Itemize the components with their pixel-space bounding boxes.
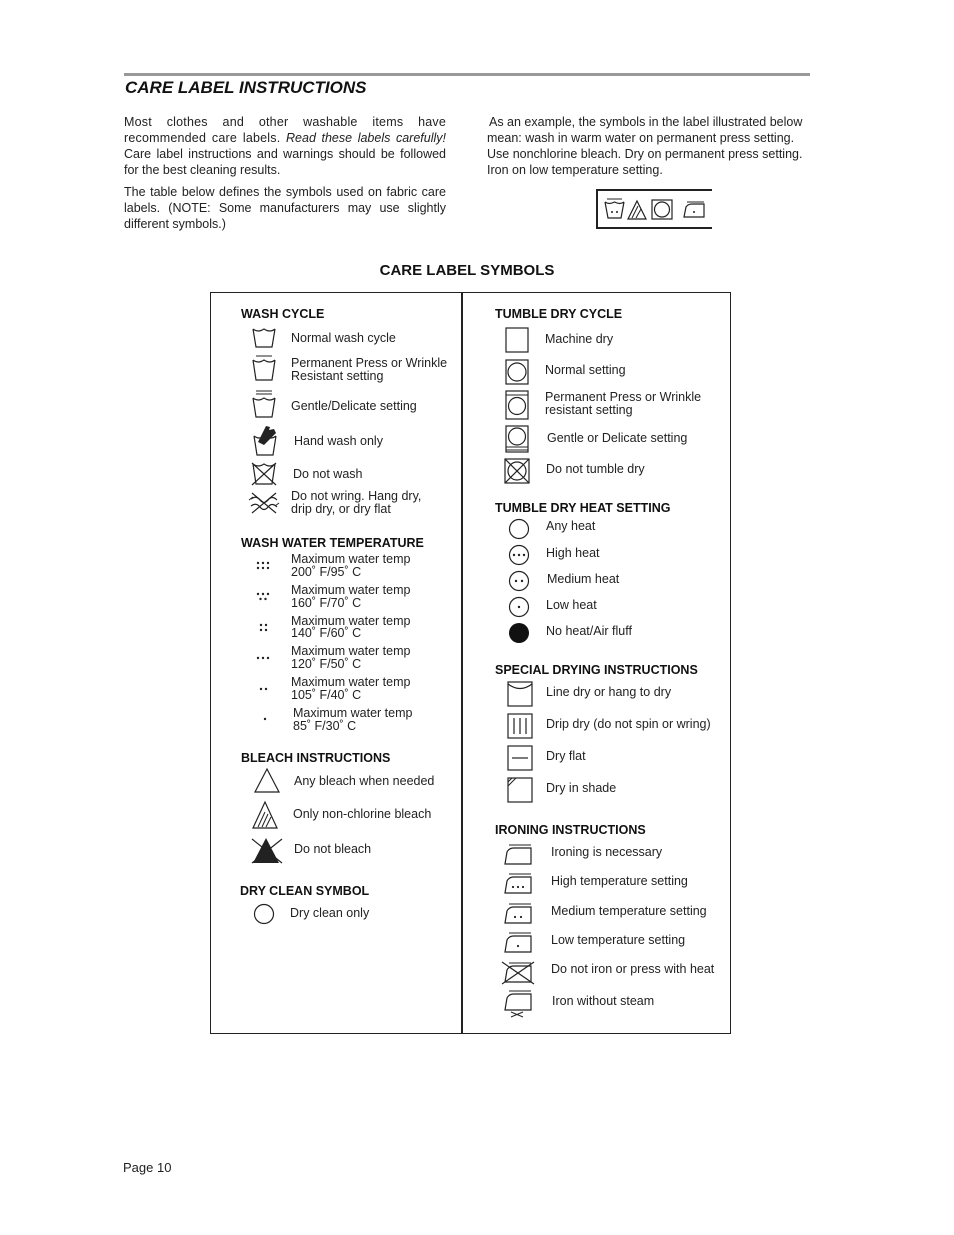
high-heat-icon bbox=[508, 544, 530, 566]
square-circle-gentle-icon bbox=[505, 425, 529, 453]
wash-item-label: Do not wash bbox=[293, 467, 363, 481]
low-heat-icon bbox=[508, 596, 530, 618]
dry-in-shade-icon bbox=[507, 777, 533, 803]
intro-paragraph-2: The table below defines the symbols used on fabric care labels. (NOTE: Some manufacturers may use slightly different symbols.) bbox=[124, 185, 446, 231]
special-label: Dry flat bbox=[546, 749, 586, 763]
temp-line-1: Maximum water temp bbox=[291, 644, 411, 658]
two-dots-icon bbox=[258, 686, 270, 692]
medium-heat-icon bbox=[508, 570, 530, 592]
dry-flat-icon bbox=[507, 745, 533, 771]
five-dots-icon bbox=[256, 592, 272, 602]
heat-label: No heat/Air fluff bbox=[546, 624, 632, 638]
temp-line-2: 105˚ F/40˚ C bbox=[291, 688, 362, 702]
do-not-tumble-dry-icon bbox=[504, 458, 530, 484]
iron-high-icon bbox=[503, 872, 533, 894]
crossed-triangle-icon bbox=[251, 836, 283, 864]
page-title: CARE LABEL INSTRUCTIONS bbox=[125, 78, 367, 97]
wash-item-label: Do not wring. Hang dry, drip dry, or dry flat bbox=[291, 489, 422, 516]
iron-label: Medium temperature setting bbox=[551, 904, 707, 918]
dry-clean-header: DRY CLEAN SYMBOL bbox=[240, 884, 370, 898]
hand-wash-icon bbox=[252, 424, 278, 456]
title-rule bbox=[124, 73, 810, 76]
wash-cycle-header: WASH CYCLE bbox=[241, 307, 325, 321]
temp-line-1: Maximum water temp bbox=[291, 583, 411, 597]
example-care-label bbox=[596, 189, 712, 229]
example-label-symbols-icon bbox=[604, 199, 708, 221]
circle-icon bbox=[253, 903, 275, 925]
bleach-label: Only non-chlorine bleach bbox=[293, 807, 432, 821]
six-dots-icon bbox=[256, 561, 272, 571]
intro-left bbox=[124, 114, 446, 238]
do-not-wash-icon bbox=[251, 462, 277, 486]
intro-p1-c: Care label instructions and warnings should be followed for the best cleaning results. bbox=[124, 147, 446, 177]
page-number: Page 10 bbox=[123, 1160, 172, 1175]
intro-paragraph-1 bbox=[124, 114, 446, 178]
iron-no-steam-icon bbox=[503, 990, 533, 1018]
do-not-wring-icon bbox=[248, 492, 280, 514]
three-dots-icon bbox=[256, 655, 272, 661]
tumble-label: Machine dry bbox=[545, 332, 614, 346]
iron-label: High temperature setting bbox=[551, 874, 688, 888]
one-dot-icon bbox=[262, 716, 268, 722]
square-circle-permanent-press-icon bbox=[505, 390, 529, 420]
iron-label: Low temperature setting bbox=[551, 933, 686, 947]
wash-item-label: Normal wash cycle bbox=[291, 331, 396, 345]
bleach-label: Any bleach when needed bbox=[294, 774, 435, 788]
wash-tub-gentle-icon bbox=[252, 390, 276, 418]
wash-tub-icon bbox=[252, 327, 276, 349]
temp-line-1: Maximum water temp bbox=[291, 675, 411, 689]
intro-paragraph-3: As an example, the symbols in the label illustrated below mean: wash in warm water on permanent press setting. Use nonchlorine bleach. Dry on permanent press setting. Iron on low temperature setting. bbox=[487, 115, 803, 177]
dry-clean-label: Dry clean only bbox=[290, 906, 370, 920]
temp-line-2: 85˚ F/30˚ C bbox=[293, 719, 357, 733]
heat-label: Any heat bbox=[546, 519, 596, 533]
wash-temp-header: WASH WATER TEMPERATURE bbox=[241, 536, 424, 550]
square-circle-icon bbox=[505, 359, 529, 385]
tumble-label: Do not tumble dry bbox=[546, 462, 645, 476]
tumble-label: Permanent Press or Wrinkle resistant setting bbox=[545, 390, 702, 417]
any-heat-icon bbox=[508, 518, 530, 540]
temp-line-1: Maximum water temp bbox=[291, 614, 411, 628]
special-drying-header: SPECIAL DRYING INSTRUCTIONS bbox=[495, 663, 698, 677]
iron-medium-icon bbox=[503, 902, 533, 924]
wash-item-label: Hand wash only bbox=[294, 434, 383, 448]
temp-line-2: 160˚ F/70˚ C bbox=[291, 596, 362, 610]
line-dry-icon bbox=[507, 681, 533, 707]
iron-label: Ironing is necessary bbox=[551, 845, 663, 859]
iron-label: Iron without steam bbox=[552, 994, 655, 1008]
temp-line-2: 200˚ F/95˚ C bbox=[291, 565, 362, 579]
special-label: Drip dry (do not spin or wring) bbox=[546, 717, 711, 731]
tumble-label: Normal setting bbox=[545, 363, 626, 377]
section-title bbox=[0, 262, 954, 279]
bleach-header: BLEACH INSTRUCTIONS bbox=[241, 751, 391, 765]
triangle-icon bbox=[254, 768, 280, 793]
wash-item-label: Gentle/Delicate setting bbox=[291, 399, 417, 413]
four-dots-icon bbox=[258, 623, 270, 633]
no-heat-icon bbox=[508, 622, 530, 644]
intro-p1-b: Read these labels carefully! bbox=[286, 131, 446, 145]
temp-line-1: Maximum water temp bbox=[291, 552, 411, 566]
table-divider bbox=[461, 292, 463, 1034]
tumble-label: Gentle or Delicate setting bbox=[547, 431, 688, 445]
striped-triangle-icon bbox=[252, 801, 278, 829]
tumble-dry-header: TUMBLE DRY CYCLE bbox=[495, 307, 623, 321]
wash-item-label: Permanent Press or Wrinkle Resistant setting bbox=[291, 356, 448, 383]
wash-tub-permanent-press-icon bbox=[252, 355, 276, 381]
temp-line-2: 120˚ F/50˚ C bbox=[291, 657, 362, 671]
temp-line-2: 140˚ F/60˚ C bbox=[291, 626, 362, 640]
iron-icon bbox=[503, 843, 533, 865]
heat-label: Medium heat bbox=[547, 572, 620, 586]
special-label: Dry in shade bbox=[546, 781, 617, 795]
special-label: Line dry or hang to dry bbox=[546, 685, 672, 699]
intro-right bbox=[487, 114, 810, 184]
heat-header: TUMBLE DRY HEAT SETTING bbox=[495, 501, 671, 515]
drip-dry-icon bbox=[507, 713, 533, 739]
section-title-text: CARE LABEL SYMBOLS bbox=[379, 262, 555, 279]
bleach-label: Do not bleach bbox=[294, 842, 372, 856]
iron-label: Do not iron or press with heat bbox=[551, 962, 715, 976]
iron-low-icon bbox=[503, 931, 533, 953]
square-icon bbox=[505, 327, 529, 353]
do-not-iron-icon bbox=[501, 959, 535, 985]
heat-label: Low heat bbox=[546, 598, 597, 612]
ironing-header: IRONING INSTRUCTIONS bbox=[495, 823, 646, 837]
intro-p1-a: Most clothes and other washable items have recommended care labels. bbox=[124, 115, 446, 145]
temp-line-1: Maximum water temp bbox=[293, 706, 413, 720]
heat-label: High heat bbox=[546, 546, 600, 560]
